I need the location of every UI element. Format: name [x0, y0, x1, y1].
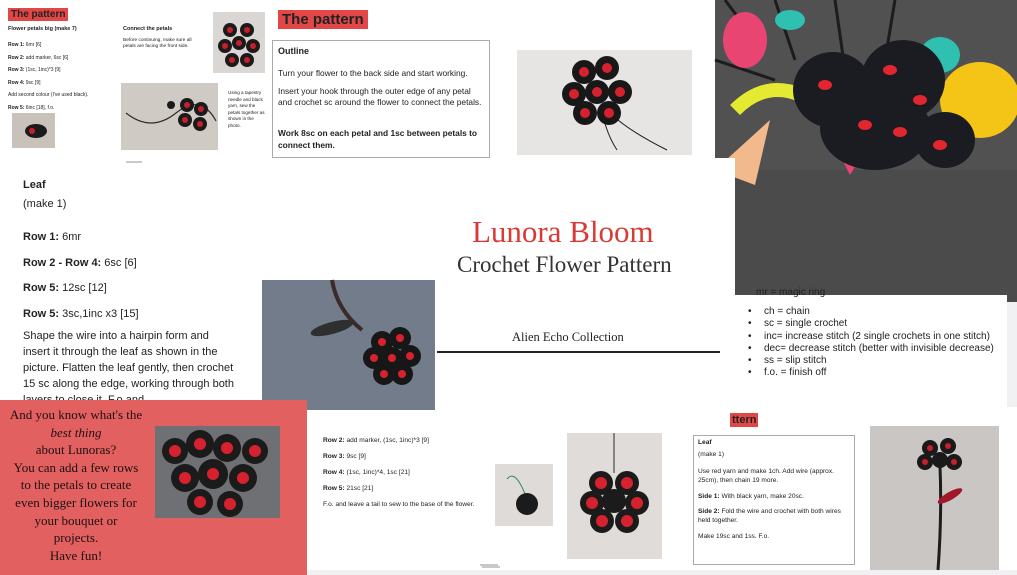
outline-box	[272, 40, 490, 158]
cover-subtitle: Crochet Flower Pattern	[457, 252, 672, 277]
leaf-row: Row 5: 3sc,1inc x3 [15]	[23, 307, 139, 320]
leaf-wire-end: Make 19sc and 1ss. F.o.	[698, 533, 770, 540]
petals-grid-photo	[213, 12, 265, 73]
connect-text: Before continuing, make sure all petals are facing the front side.	[123, 38, 192, 49]
leaf-wire-p1: Use red yarn and make 1ch. Add wire (approx. 25cm), then chain 19 more.	[698, 468, 834, 484]
cover-page	[262, 158, 735, 428]
outline-p1: Turn your flower to the back side and start working.	[278, 68, 468, 78]
abbr-item: • f.o. = finish off	[764, 367, 994, 379]
outline-page-heading: The pattern	[278, 10, 368, 29]
petals-page	[0, 0, 272, 172]
petals-rows	[8, 39, 88, 114]
leaf-rows	[23, 225, 139, 327]
outline-title: Outline	[278, 46, 309, 56]
leaf-row: Row 2 - Row 4: 6sc [6]	[23, 256, 137, 269]
cover-collection: Alien Echo Collection	[512, 330, 624, 344]
leaf-page	[0, 172, 262, 400]
connect-title: Connect the petals	[123, 26, 173, 32]
leaf-subtitle: (make 1)	[23, 198, 67, 210]
petals-page-heading: The pattern	[8, 8, 68, 21]
bouquet-closeup-photo	[715, 0, 1017, 302]
petals-row: Row 4: 9sc [9]	[8, 79, 41, 86]
abbr-partial	[756, 287, 825, 298]
leaf-wire-heading: ttern	[732, 414, 757, 426]
flower-center-photo	[495, 464, 553, 526]
leaf-row: Row 5: 12sc [12]	[23, 282, 107, 294]
sew-text: Using a tapestry needle and black yarn, sew the petals together as shown in the photo.	[228, 90, 265, 128]
leaf-title: Leaf	[23, 179, 46, 191]
abbr-item: • sc = single crochet	[764, 318, 994, 330]
petals-row: Row 1: 6mr [6]	[8, 42, 42, 48]
flower-row: Row 5: 21sc [21]	[323, 485, 374, 492]
leaf-wire-side1: Side 1: With black yarn, make 20sc.	[698, 493, 804, 500]
petals-section-title: Flower petals big (make 7)	[8, 26, 77, 32]
petals-row: Row 5: 6inc [18], f.o.	[8, 104, 55, 111]
single-flower-photo	[262, 280, 435, 410]
cover-divider	[437, 351, 720, 353]
flower-row: Row 4: (1sc, 1inc)*4, 1sc [21]	[323, 469, 410, 476]
outline-p2: Insert your hook through the outer edge of any petal and crochet sc around the flower to connect the petals.	[278, 86, 482, 107]
outline-page	[272, 0, 717, 158]
abbreviations-page	[735, 287, 1007, 407]
petals-row: Row 3: (1sc, 1inc)*3 [9]	[8, 67, 61, 73]
petals-note: Add second colour (I've used black).	[8, 92, 89, 98]
leaf-wire-page	[685, 407, 1017, 570]
abbr-list	[742, 306, 994, 380]
flower-rows-page	[307, 428, 685, 570]
promo-text: And you know what's the best thing about Lunoras? You can add a few rows to the petals to create even bigger flowers for your bouquet or projects. Have fun!	[9, 407, 143, 563]
page-scroll-indicator[interactable]	[126, 161, 142, 163]
flower-row: Row 3: 9sc [9]	[323, 453, 366, 460]
flower-note: F.o. and leave a tail to sew to the base of the flower.	[323, 501, 475, 508]
stem-flower-photo	[870, 426, 999, 570]
bottom-scroll-indicator[interactable]	[482, 566, 500, 568]
sewing-photo	[121, 83, 218, 150]
leaf-wire-side2: Side 2: Fold the wire and crochet with both wires held together.	[698, 508, 841, 524]
outline-p3: Work 8sc on each petal and 1sc between petals to connect them.	[278, 128, 478, 150]
bouquet-photo	[155, 426, 280, 518]
petals-row: Row 2: add marker, 6sc [6]	[8, 54, 69, 61]
leaf-wire-sub: (make 1)	[698, 451, 725, 458]
petal-photo	[12, 113, 55, 148]
abbr-item: • ss = slip stitch	[764, 355, 994, 367]
flower-row: Row 2: add marker, (1sc, 1inc)*3 [9]	[323, 437, 429, 444]
abbr-item: • dec= decrease stitch (better with invisible decrease)	[764, 343, 994, 355]
abbr-item: • ch = chain	[764, 306, 994, 318]
flower-rows	[323, 433, 429, 497]
flower-front-photo	[567, 433, 662, 559]
leaf-wire-title: Leaf	[698, 439, 712, 446]
cover-title: Lunora Bloom	[472, 214, 654, 249]
abbr-item: • inc= increase stitch (2 single crochets in one stitch)	[764, 331, 994, 343]
leaf-paragraph: Shape the wire into a hairpin form and insert it through the leaf as shown in the picture. Flatten the leaf gently, then crochet 15 sc along the edge, working through both	[23, 330, 234, 390]
leaf-row: Row 1: 6mr	[23, 231, 82, 243]
promo-panel	[0, 400, 307, 575]
abbr-partial-text: mr = magic ring	[756, 287, 826, 298]
flower-back-photo	[517, 50, 692, 155]
leaf-wire-box	[693, 435, 855, 565]
